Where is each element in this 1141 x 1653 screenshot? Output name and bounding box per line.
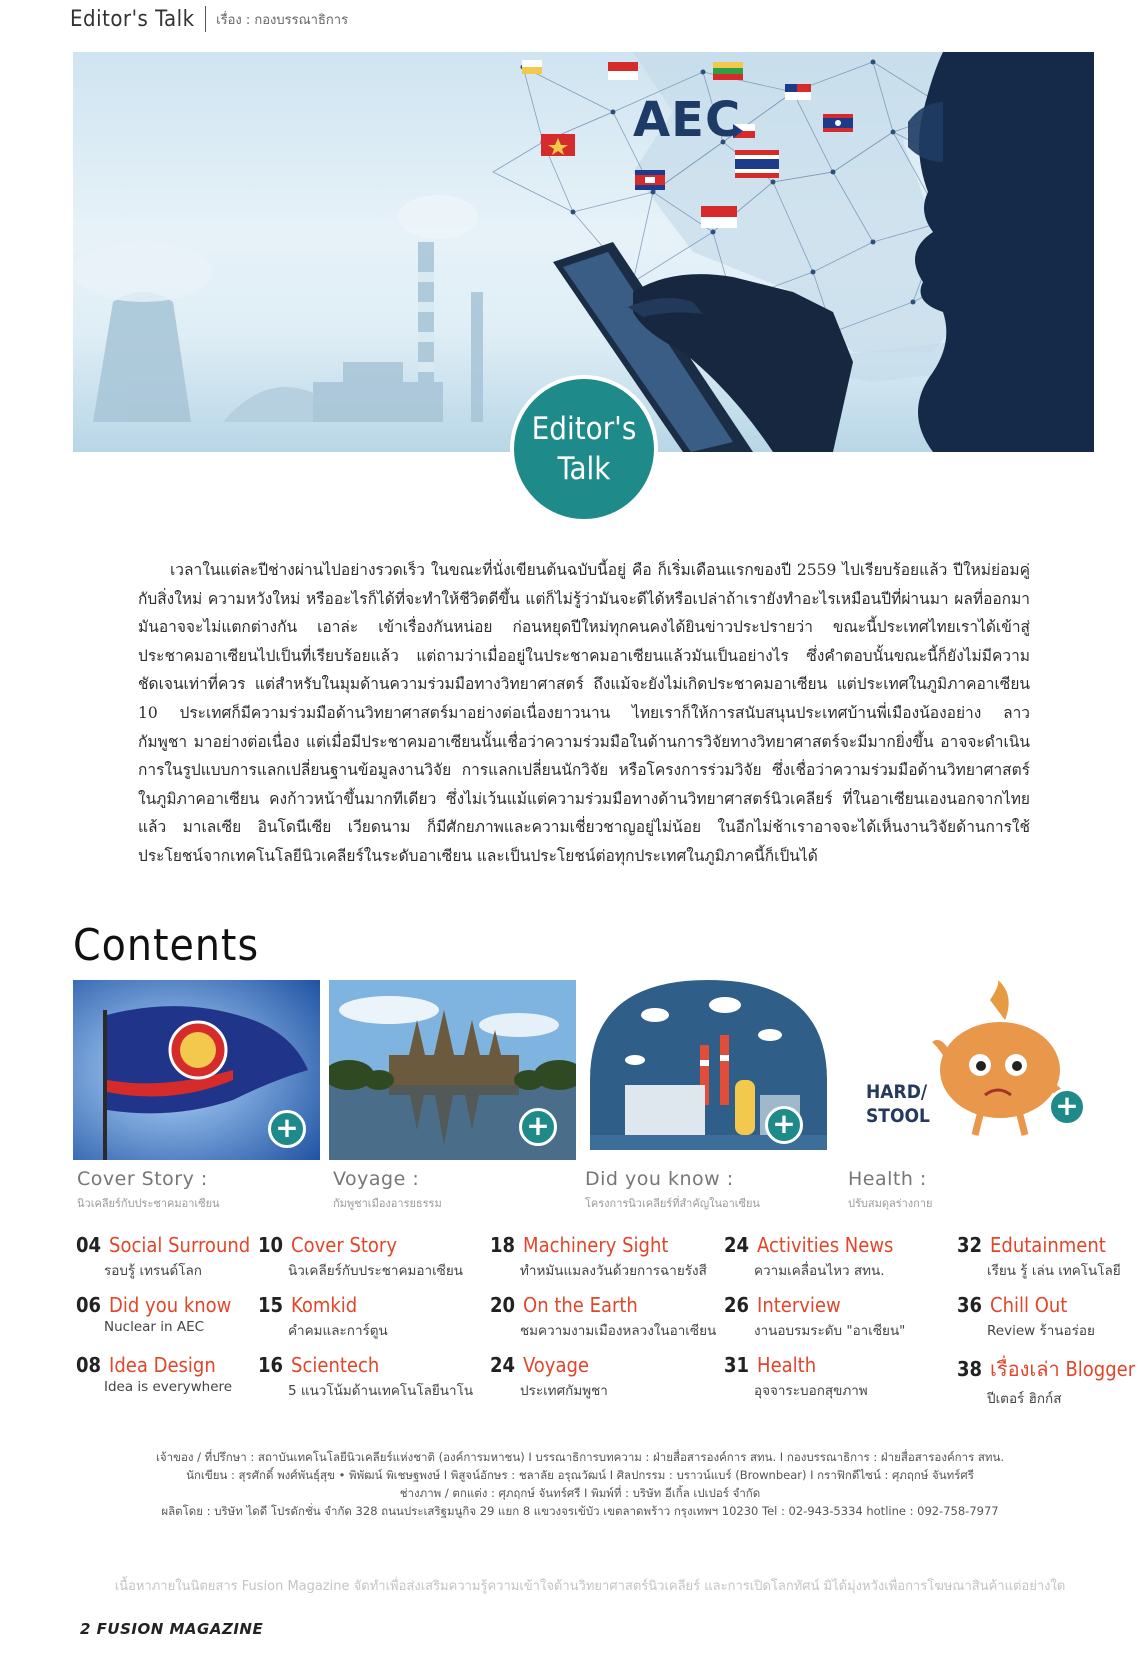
entry-description: ความเคลื่อนไหว สทน. <box>754 1263 885 1279</box>
voyage-tile[interactable] <box>329 980 576 1160</box>
entry-description: ทำหมันแมลงวันด้วยการฉายรังสี <box>520 1263 707 1279</box>
entry-page-number: 10 <box>258 1233 284 1257</box>
entry-name: Cover Story <box>291 1233 397 1257</box>
section-subject: เรื่อง : กองบรรณาธิการ <box>216 12 349 28</box>
health-tile[interactable] <box>840 980 1095 1160</box>
hard-stool-line-2: STOOL <box>866 1105 930 1127</box>
credits-line-owner: เจ้าของ / ที่ปรึกษา : สถาบันเทคโนโลยีนิวเคลียร์แห่งชาติ (องค์การมหาชน) I บรรณาธิการบทความ : ฝ่ายสื่อสารองค์การ สทน. I กองบรรณาธิการ : ฝ่ายสื่อสารองค์การ สทน. <box>155 1450 1005 1464</box>
voyage-caption <box>333 1168 442 1212</box>
entry-description: อุจจาระบอกสุขภาพ <box>754 1383 868 1399</box>
editors-talk-badge <box>510 375 658 523</box>
cover-story-tile[interactable] <box>73 980 320 1160</box>
entry-name: Activities News <box>757 1233 894 1257</box>
entry-page-number: 20 <box>490 1293 516 1317</box>
page-header <box>70 6 348 32</box>
credits-block <box>80 1448 1080 1520</box>
badge-line-1: Editor's <box>531 411 637 447</box>
entry-description: นิวเคลียร์กับประชาคมอาเซียน <box>288 1263 463 1279</box>
cover-story-caption <box>77 1168 220 1212</box>
did-you-know-plus-icon[interactable]: + <box>765 1106 803 1144</box>
entry-description: Nuclear in AEC <box>104 1319 205 1335</box>
entry-page-number: 24 <box>490 1353 516 1377</box>
health-plus-icon[interactable]: + <box>1048 1088 1086 1126</box>
entry-name: Voyage <box>523 1353 589 1377</box>
entry-description: รอบรู้ เทรนด์โลก <box>104 1263 202 1279</box>
contents-entry[interactable] <box>76 1353 232 1395</box>
entry-name: On the Earth <box>523 1293 638 1317</box>
did-you-know-tile[interactable] <box>585 980 832 1160</box>
entry-page-number: 36 <box>957 1293 983 1317</box>
voyage-plus-icon[interactable]: + <box>519 1108 557 1146</box>
entry-name: Social Surround <box>109 1233 251 1257</box>
credits-line-photo: ช่างภาพ / ตกแต่ง : ศุภฤกษ์ จันทร์ศรี I พิมพ์ที่ : บริษัท อีเกิ้ล เปเปอร์ จำกัด <box>399 1486 761 1500</box>
entry-description: เรียน รู้ เล่น เทคโนโลยี <box>987 1263 1121 1279</box>
entry-name: Interview <box>757 1293 841 1317</box>
entry-page-number: 06 <box>76 1293 102 1317</box>
section-title: Editor's Talk <box>70 6 195 32</box>
credits-line-writers: นักเขียน : สุรศักดิ์ พงศ์พันธุ์สุข • พิพัฒน์ พิเชษฐพงษ์ I พิสูจน์อักษร : ชลาลัย อรุณวัฒน์ I ศิลปกรรม : บราวน์แบร์ (Brownbear) I กราฟิกดีไซน์ : ศุภฤกษ์ จันทร์ศรี <box>186 1468 974 1482</box>
entry-description: Review ร้านอร่อย <box>987 1323 1095 1339</box>
entry-description: คำคมและการ์ตูน <box>288 1323 388 1339</box>
editorial-body: เวลาในแต่ละปีช่างผ่านไปอย่างรวดเร็ว ในขณะที่นั่งเขียนต้นฉบับนี้อยู่ คือ ก็เริ่มเดือนแรกของปี 2559 ไปเรียบร้อยแล้ว ปีใหม่ย่อมคู่กับสิ่งใหม่ ความหวังใหม่ หรืออะไรก็ได้ที่จะทำให้ชีวิตดีขึ้น แต่ก็ไม่รู้ว่ามันจะดีได้หรือเปล่าถ้าเรายังทำอะไรเหมือนปีที่ผ่านมา ผลที่ออกมามันอาจจะไม่แตกต่างกัน เอาล่ะ เข้าเรื่องกันหน่อย ก่อนหยุดปีใหม่ทุกคนคงได้ยินข่าวประปรายว่า ขณะนี้ประเทศไทยเราได้เข้าสู่ประชาคมอาเซียนไปเป็นที่เรียบร้อยแล้ว แต่ถามว่าเมื่ออยู่ในประชาคมอาเซียนแล้วมันเป็นอย่างไร ซึ่งคำตอบนั้นขณะนี้ก็ยังไม่มีความชัดเจนเท่าที่ควร แต่สำหรับในมุมด้านความร่วมมือทางวิทยาศาสตร์ ถึงแม้จะยังไม่เกิดประชาคมอาเซียน แต่ประเทศในภูมิภาคอาเซียน 10 ประเทศก็มีความร่วมมือด้านวิทยาศาสตร์มาอย่างต่อเนื่องยาวนาน ไทยเราก็ให้การสนับสนุนประเทศบ้านพี่เมืองน้องอย่าง ลาว กัมพูชา มาอย่างต่อเนื่อง แต่เมื่อมีประชาคมอาเซียนนั้นเชื่อว่าความร่วมมือในด้านการวิจัยทางวิทยาศาสตร์จะมีมากยิ่งขึ้น อาจจะดำเนินการในรูปแบบการแลกเปลี่ยนฐานข้อมูลงานวิจัย การแลกเปลี่ยนนักวิจัย หรือโครงการร่วมวิจัย ซึ่งเชื่อว่าความร่วมมือด้านวิทยาศาสตร์ในภูมิภาคอาเซียน คงก้าวหน้าขึ้นมากทีเดียว ซึ่งไม่เว้นแม้แต่ความร่วมมือทางด้านวิทยาศาสตร์นิวเคลียร์ ที่ในอาเซียนเองนอกจากไทยแล้ว มาเลเซีย อินโดนีเซีย เวียดนาม ก็มีศักยภาพและความเชี่ยวชาญอยู่ไม่น้อย ในอีกไม่ช้าเราอาจจะได้เห็นงานวิจัยด้านการใช้ประโยชน์จากเทคโนโลยีนิวเคลียร์ในระดับอาเซียน และเป็นประโยชน์ต่อทุกประเทศในภูมิภาคนี้ก็เป็นได้ <box>138 561 1030 865</box>
contents-entry[interactable] <box>724 1233 893 1281</box>
entry-description: 5 แนวโน้มด้านเทคโนโลยีนาโน <box>288 1383 474 1399</box>
entry-page-number: 24 <box>724 1233 750 1257</box>
contents-entry[interactable] <box>957 1293 1095 1341</box>
entry-name: Idea Design <box>109 1353 216 1377</box>
disclaimer: เนื้อหาภายในนิตยสาร Fusion Magazine จัดทำเพื่อส่งเสริมความรู้ความเข้าใจด้านวิทยาศาสตร์นิวเคลียร์ และการเปิดโลกทัศน์ มิได้มุ่งหวังเพื่อการโฆษณาสินค้าแต่อย่างใด <box>114 1579 1066 1594</box>
entry-page-number: 26 <box>724 1293 750 1317</box>
cover-story-plus-icon[interactable]: + <box>268 1110 306 1148</box>
page-footer: 2 FUSION MAGAZINE <box>80 1620 264 1638</box>
contents-entry[interactable] <box>724 1293 905 1341</box>
entry-description: ปีเตอร์ ฮิกก์ส <box>987 1391 1062 1407</box>
entry-description: ชมความงามเมืองหลวงในอาเซียน <box>520 1323 717 1339</box>
contents-entry[interactable] <box>490 1293 716 1341</box>
contents-entry[interactable] <box>490 1233 707 1281</box>
contents-entry[interactable] <box>258 1233 463 1281</box>
contents-entry[interactable] <box>76 1293 231 1335</box>
entry-name: Edutainment <box>990 1233 1106 1257</box>
entry-page-number: 18 <box>490 1233 516 1257</box>
entry-page-number: 31 <box>724 1353 750 1377</box>
contents-entry[interactable] <box>258 1293 388 1341</box>
entry-description: ประเทศกัมพูชา <box>520 1383 608 1399</box>
entry-page-number: 38 <box>957 1357 983 1381</box>
contents-entry[interactable] <box>957 1233 1121 1281</box>
entry-description: Idea is everywhere <box>104 1379 233 1395</box>
entry-name: Komkid <box>291 1293 358 1317</box>
cover-story-title: Cover Story : <box>77 1168 208 1190</box>
contents-heading: Contents <box>73 920 260 971</box>
credits-line-producer: ผลิตโดย : บริษัท ไดดี โปรดักชั่น จำกัด 328 ถนนประเสริฐมนูกิจ 29 แยก 8 แขวงจรเข้บัว เขตลาดพร้าว กรุงเทพฯ 10230 Tel : 02-943-5334 hotline : 092-758-7977 <box>161 1504 999 1518</box>
cover-story-subtitle: นิวเคลียร์กับประชาคมอาเซียน <box>77 1197 220 1210</box>
hard-stool-label <box>866 1080 930 1128</box>
contents-entry[interactable] <box>490 1353 608 1401</box>
badge-line-2: Talk <box>557 451 611 487</box>
entry-name: เรื่องเล่า Blogger <box>990 1357 1136 1381</box>
health-caption <box>848 1168 932 1212</box>
health-title: Health : <box>848 1168 927 1190</box>
hard-stool-line-1: HARD/ <box>866 1081 928 1103</box>
aec-map-label: AEC <box>633 92 742 148</box>
entry-name: Machinery Sight <box>523 1233 669 1257</box>
did-you-know-caption <box>585 1168 760 1212</box>
entry-name: Scientech <box>291 1353 380 1377</box>
contents-entry[interactable] <box>724 1353 868 1401</box>
entry-page-number: 08 <box>76 1353 102 1377</box>
entry-name: Chill Out <box>990 1293 1068 1317</box>
entry-description: งานอบรมระดับ "อาเซียน" <box>754 1323 906 1339</box>
voyage-title: Voyage : <box>333 1168 420 1190</box>
entry-name: Did you know <box>109 1293 232 1317</box>
health-subtitle: ปรับสมดุลร่างกาย <box>848 1197 933 1210</box>
did-you-know-title: Did you know : <box>585 1168 734 1190</box>
entry-page-number: 16 <box>258 1353 284 1377</box>
contents-entry[interactable] <box>957 1353 1135 1409</box>
entry-page-number: 32 <box>957 1233 983 1257</box>
entry-page-number: 15 <box>258 1293 284 1317</box>
stool-character-image <box>840 980 1095 1160</box>
contents-entry[interactable] <box>76 1233 250 1281</box>
entry-name: Health <box>757 1353 817 1377</box>
contents-entry[interactable] <box>258 1353 473 1401</box>
entry-page-number: 04 <box>76 1233 102 1257</box>
did-you-know-subtitle: โครงการนิวเคลียร์ที่สำคัญในอาเซียน <box>585 1197 760 1210</box>
header-divider <box>205 6 207 32</box>
voyage-subtitle: กัมพูชาเมืองอารยธรรม <box>333 1197 442 1210</box>
